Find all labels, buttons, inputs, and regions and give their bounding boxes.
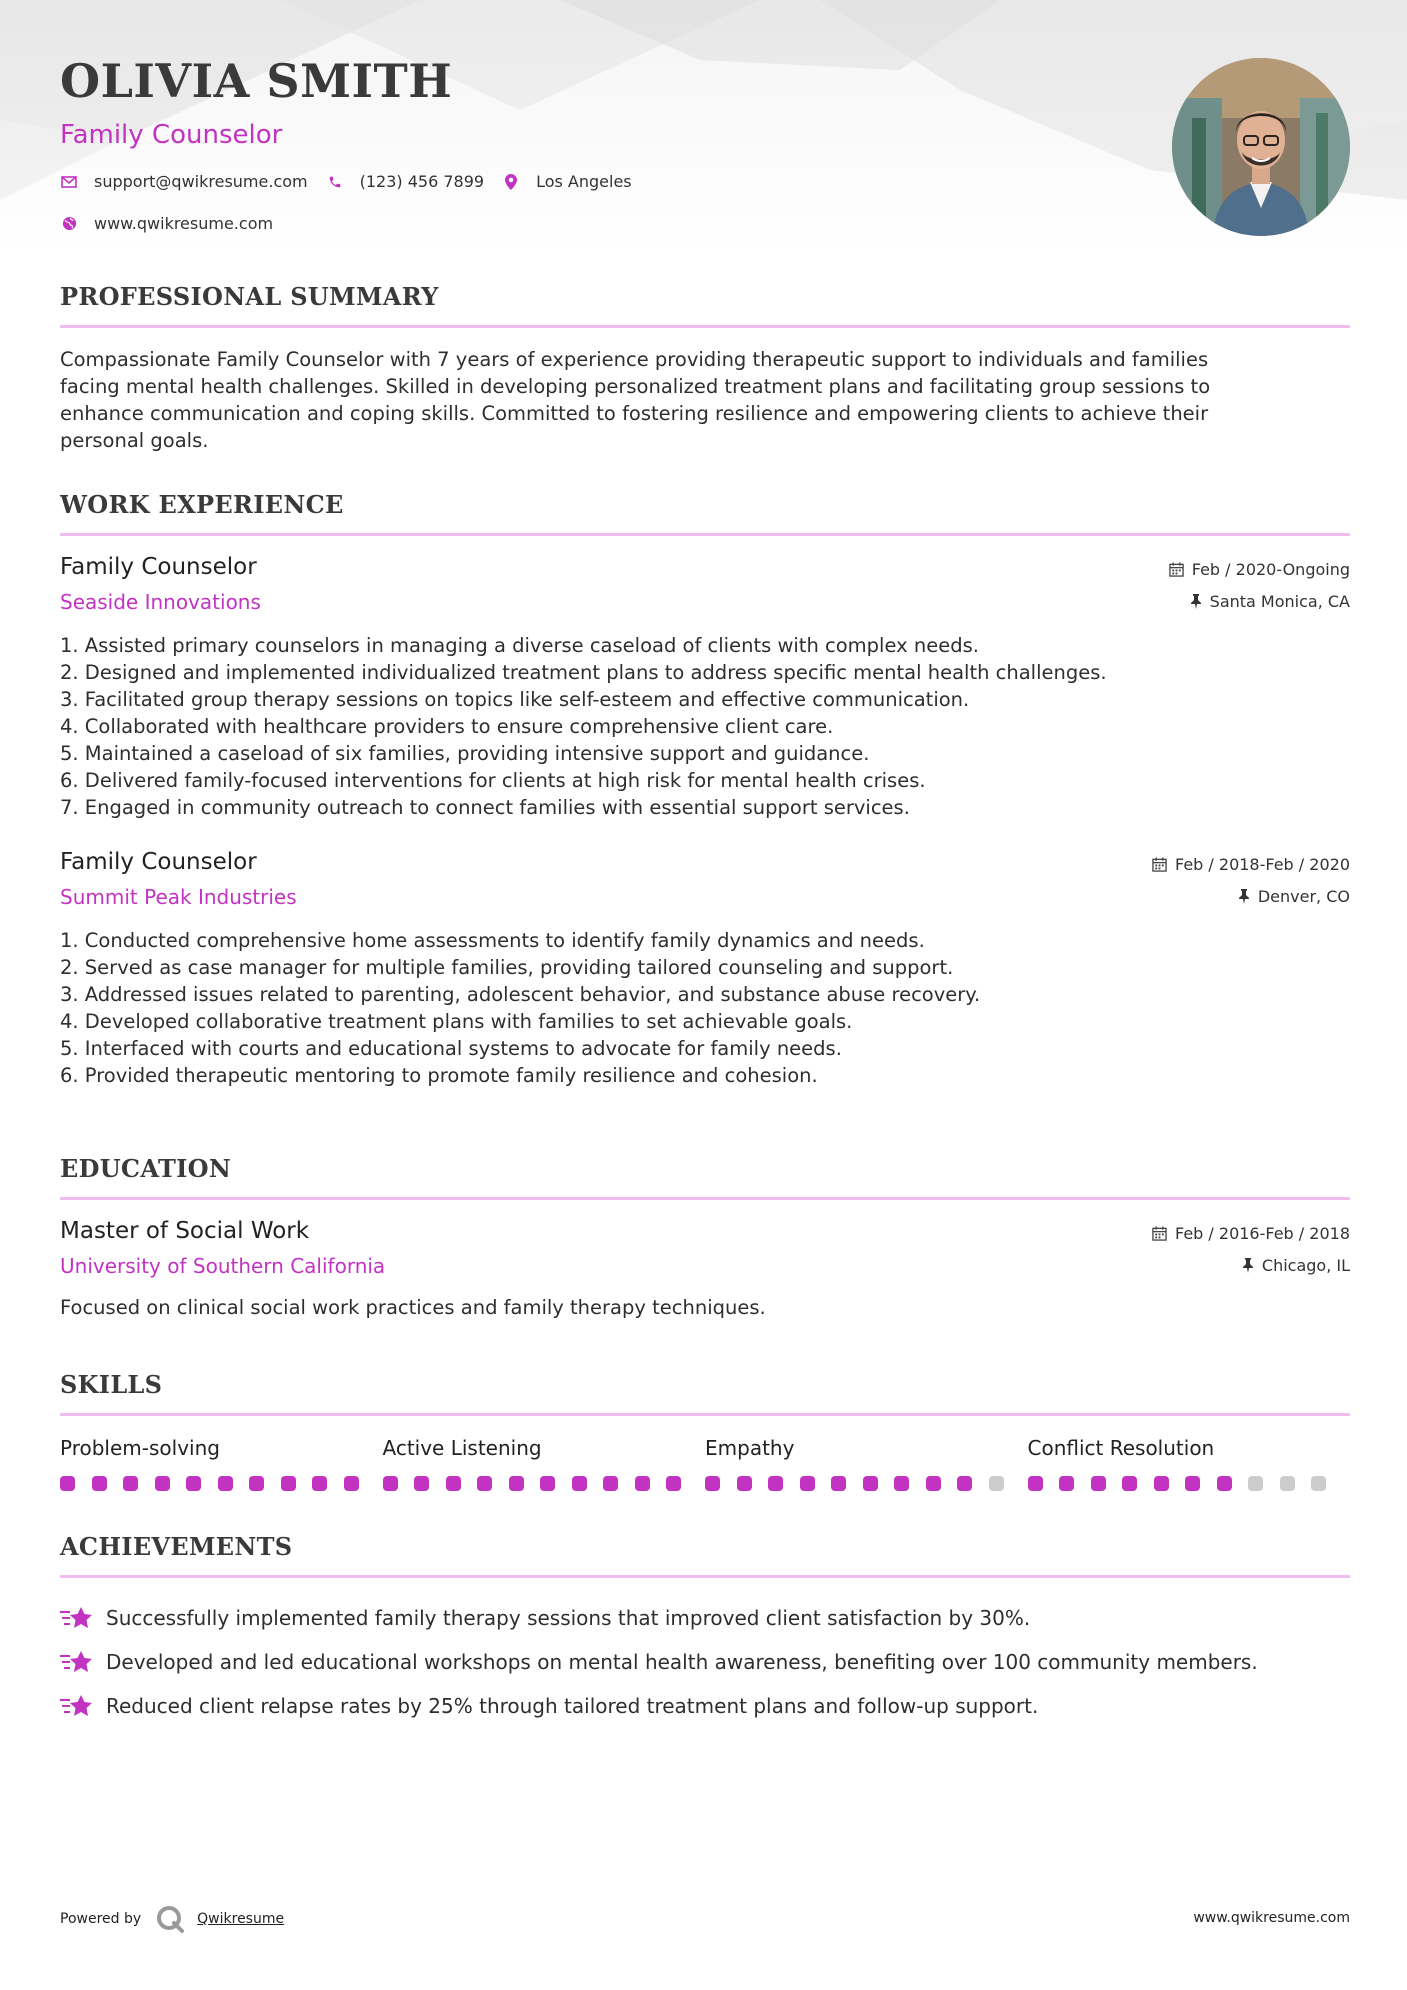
list-item: 2. Designed and implemented individualized treatment plans to address specific mental health challenges. [60, 661, 1107, 684]
achievement-item [60, 1640, 1350, 1684]
rating-dot-filled [705, 1476, 720, 1491]
list-item: 5. Maintained a caseload of six families, providing intensive support and guidance. [60, 742, 870, 765]
skill-item [383, 1436, 706, 1491]
job-bullets [60, 632, 1350, 821]
job-entry [60, 554, 1350, 821]
skills-section [60, 1370, 1350, 1491]
rating-dot-filled [60, 1476, 75, 1491]
skill-name: Active Listening [382, 1436, 542, 1460]
achievement-text: Developed and led educational workshops on mental health awareness, benefiting over 100 community members. [106, 1650, 1258, 1674]
education-section [60, 1154, 1350, 1319]
star-icon [60, 1605, 94, 1631]
location-text: Los Angeles [536, 172, 632, 191]
list-item: 6. Delivered family-focused interventions for clients at high risk for mental health crises. [60, 769, 926, 792]
job-location [1190, 592, 1350, 611]
job-entry [60, 849, 1350, 1089]
skill-name: Empathy [705, 1436, 795, 1460]
achievement-item [60, 1684, 1350, 1728]
job-dates-text: Feb / 2018-Feb / 2020 [1175, 855, 1350, 874]
rating-dot-filled [383, 1476, 398, 1491]
achievement-item [60, 1596, 1350, 1640]
email-text: support@qwikresume.com [94, 172, 308, 191]
contact-location [502, 172, 632, 191]
rating-dot-filled [312, 1476, 327, 1491]
rating-dot-filled [863, 1476, 878, 1491]
job-dates [1152, 855, 1350, 874]
brand-link[interactable]: Qwikresume [197, 1911, 285, 1927]
contact-row [60, 172, 650, 191]
rating-dot-filled [123, 1476, 138, 1491]
calendar-icon [1169, 562, 1184, 577]
rating-dot-empty [989, 1476, 1004, 1491]
rating-dot-filled [1154, 1476, 1169, 1491]
achievements-section [60, 1532, 1350, 1728]
skill-rating [1028, 1476, 1351, 1491]
experience-section [60, 490, 1350, 1089]
skill-item [705, 1436, 1028, 1491]
rating-dot-filled [281, 1476, 296, 1491]
section-divider [60, 1575, 1350, 1578]
summary-line: personal goals. [60, 429, 209, 452]
rating-dot-filled [572, 1476, 587, 1491]
list-item: 4. Developed collaborative treatment plans with families to set achievable goals. [60, 1010, 853, 1033]
achievement-text: Reduced client relapse rates by 25% through tailored treatment plans and follow-up support. [106, 1694, 1039, 1718]
job-role: Family Counselor [60, 849, 257, 875]
website-text: www.qwikresume.com [94, 214, 274, 233]
education-description: Focused on clinical social work practices and family therapy techniques. [60, 1296, 766, 1319]
rating-dot-filled [477, 1476, 492, 1491]
degree: Master of Social Work [60, 1218, 310, 1244]
education-dates-text: Feb / 2016-Feb / 2018 [1175, 1224, 1350, 1243]
skills-grid [60, 1436, 1350, 1491]
rating-dot-filled [1059, 1476, 1074, 1491]
rating-dot-empty [1311, 1476, 1326, 1491]
job-dates-text: Feb / 2020-Ongoing [1191, 560, 1350, 579]
skill-rating [383, 1476, 706, 1491]
calendar-icon [1152, 857, 1167, 872]
pushpin-icon [1242, 1258, 1254, 1273]
summary-text [60, 346, 1350, 454]
rating-dot-filled [155, 1476, 170, 1491]
rating-dot-filled [446, 1476, 461, 1491]
candidate-name: OLIVIA SMITH [60, 54, 453, 108]
rating-dot-filled [926, 1476, 941, 1491]
star-icon [60, 1693, 94, 1719]
education-entry [60, 1218, 1350, 1319]
rating-dot-filled [1217, 1476, 1232, 1491]
summary-line: Compassionate Family Counselor with 7 years of experience providing therapeutic support to individuals and families [60, 348, 1209, 371]
summary-section [60, 282, 1350, 454]
contact-phone[interactable] [326, 172, 484, 191]
rating-dot-empty [1280, 1476, 1295, 1491]
achievement-text: Successfully implemented family therapy sessions that improved client satisfaction by 30%. [106, 1606, 1031, 1630]
rating-dot-filled [666, 1476, 681, 1491]
job-role: Family Counselor [60, 554, 257, 580]
rating-dot-filled [92, 1476, 107, 1491]
rating-dot-filled [831, 1476, 846, 1491]
rating-dot-filled [957, 1476, 972, 1491]
job-location-text: Santa Monica, CA [1209, 592, 1350, 611]
profile-photo [1172, 58, 1350, 236]
powered-by-label: Powered by [60, 1911, 142, 1927]
list-item: 6. Provided therapeutic mentoring to promote family resilience and cohesion. [60, 1064, 818, 1087]
pushpin-icon [1190, 594, 1202, 609]
job-header [60, 554, 1350, 618]
pushpin-icon [1238, 889, 1250, 904]
job-header [60, 849, 1350, 913]
section-heading: EDUCATION [60, 1154, 232, 1183]
education-dates [1152, 1224, 1350, 1243]
education-header [60, 1218, 1350, 1282]
contact-website[interactable] [60, 214, 273, 233]
qwikresume-logo-icon [155, 1904, 185, 1934]
list-item: 5. Interfaced with courts and educational systems to advocate for family needs. [60, 1037, 842, 1060]
powered-by [60, 1904, 284, 1934]
list-item: 2. Served as case manager for multiple families, providing tailored counseling and support. [60, 956, 954, 979]
skill-name: Problem-solving [60, 1436, 220, 1460]
rating-dot-filled [768, 1476, 783, 1491]
rating-dot-filled [344, 1476, 359, 1491]
rating-dot-filled [635, 1476, 650, 1491]
skill-rating [705, 1476, 1028, 1491]
section-divider [60, 1197, 1350, 1200]
candidate-title: Family Counselor [60, 120, 283, 150]
list-item: 1. Assisted primary counselors in managing a diverse caseload of clients with complex needs. [60, 634, 979, 657]
school: University of Southern California [60, 1254, 386, 1278]
list-item: 1. Conducted comprehensive home assessments to identify family dynamics and needs. [60, 929, 925, 952]
list-item: 3. Addressed issues related to parenting, adolescent behavior, and substance abuse recovery. [60, 983, 981, 1006]
rating-dot-filled [1091, 1476, 1106, 1491]
resume-header [60, 54, 1350, 258]
rating-dot-filled [218, 1476, 233, 1491]
rating-dot-filled [800, 1476, 815, 1491]
rating-dot-empty [1248, 1476, 1263, 1491]
rating-dot-filled [1122, 1476, 1137, 1491]
rating-dot-filled [737, 1476, 752, 1491]
list-item: 3. Facilitated group therapy sessions on topics like self-esteem and effective communication. [60, 688, 970, 711]
map-pin-icon [502, 173, 520, 191]
rating-dot-filled [1028, 1476, 1043, 1491]
phone-text: (123) 456 7899 [359, 172, 485, 191]
education-location-text: Chicago, IL [1261, 1256, 1350, 1275]
section-heading: SKILLS [60, 1370, 163, 1399]
list-item: 4. Collaborated with healthcare providers to ensure comprehensive client care. [60, 715, 834, 738]
summary-line: enhance communication and coping skills. Committed to fostering resilience and empowering clients to achieve their [60, 402, 1209, 425]
skill-name: Conflict Resolution [1027, 1436, 1215, 1460]
achievements-list [60, 1596, 1350, 1728]
section-heading: PROFESSIONAL SUMMARY [60, 282, 439, 311]
list-item: 7. Engaged in community outreach to connect families with essential support services. [60, 796, 910, 819]
job-location [1238, 887, 1350, 906]
rating-dot-filled [186, 1476, 201, 1491]
contact-row-web [60, 214, 291, 233]
rating-dot-filled [603, 1476, 618, 1491]
rating-dot-filled [1185, 1476, 1200, 1491]
section-divider [60, 1413, 1350, 1416]
footer-url[interactable]: www.qwikresume.com [1193, 1910, 1350, 1926]
job-bullets [60, 927, 1350, 1089]
section-heading: WORK EXPERIENCE [60, 490, 344, 519]
job-company: Summit Peak Industries [60, 885, 297, 909]
job-company: Seaside Innovations [60, 590, 261, 614]
globe-icon [60, 215, 78, 233]
rating-dot-filled [894, 1476, 909, 1491]
phone-icon [326, 173, 344, 191]
rating-dot-filled [540, 1476, 555, 1491]
rating-dot-filled [414, 1476, 429, 1491]
skill-item [60, 1436, 383, 1491]
summary-line: facing mental health challenges. Skilled in developing personalized treatment plans and facilitating group sessions to [60, 375, 1211, 398]
job-location-text: Denver, CO [1257, 887, 1350, 906]
star-icon [60, 1649, 94, 1675]
envelope-icon [60, 173, 78, 191]
education-location [1242, 1256, 1350, 1275]
job-dates [1169, 560, 1350, 579]
page-footer [60, 1900, 1350, 1940]
section-heading: ACHIEVEMENTS [60, 1532, 293, 1561]
skill-rating [60, 1476, 383, 1491]
section-divider [60, 533, 1350, 536]
skill-item [1028, 1436, 1351, 1491]
calendar-icon [1152, 1226, 1167, 1241]
contact-email[interactable] [60, 172, 308, 191]
rating-dot-filled [249, 1476, 264, 1491]
rating-dot-filled [509, 1476, 524, 1491]
section-divider [60, 325, 1350, 328]
